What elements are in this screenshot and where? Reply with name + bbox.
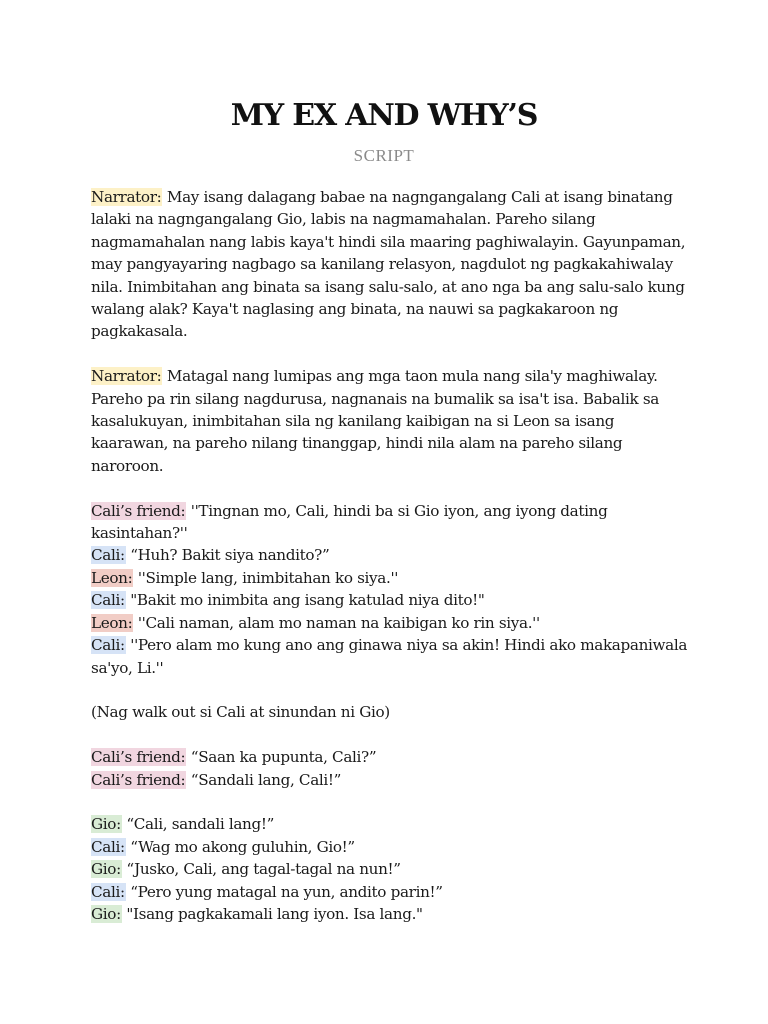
dialogue-text: “Huh? Bakit siya nandito?” xyxy=(125,546,330,565)
speaker-cali: Cali: xyxy=(91,636,125,655)
dialogue-line xyxy=(91,746,691,768)
speaker-calis-friend: Cali’s friend: xyxy=(91,501,186,520)
speaker-cali: Cali: xyxy=(91,882,125,901)
dialogue-line xyxy=(91,813,691,835)
dialogue-line xyxy=(91,589,691,611)
script-body xyxy=(91,186,691,925)
dialogue-text: “Saan ka pupunta, Cali?” xyxy=(186,748,377,767)
dialogue-line xyxy=(91,634,691,679)
speaker-calis-friend: Cali’s friend: xyxy=(91,748,186,767)
speaker-calis-friend: Cali’s friend: xyxy=(91,770,186,789)
narration-paragraph xyxy=(91,186,691,343)
narration-paragraph xyxy=(91,365,691,477)
spacer xyxy=(91,724,691,746)
speaker-narrator: Narrator: xyxy=(91,367,162,386)
dialogue-line xyxy=(91,903,691,925)
dialogue-line xyxy=(91,769,691,791)
dialogue-text: “Wag mo akong guluhin, Gio!” xyxy=(125,837,355,856)
page-title: MY EX AND WHY’S xyxy=(230,98,538,133)
dialogue-line xyxy=(91,858,691,880)
dialogue-text: ''Tingnan mo, Cali, hindi ba si Gio iyon, ang iyong dating kasintahan?'' xyxy=(91,501,608,543)
speaker-leon: Leon: xyxy=(91,613,133,632)
speaker-cali: Cali: xyxy=(91,837,125,856)
narration-text: May isang dalagang babae na nagngangalang Cali at isang binatang lalaki na nagngangalang Gio, labis na nagmamahalan. Pareho silang nagmamahalan nang labis kaya't hindi sila maaring paghiwalayin. Gayunpaman, may pangyayaring nagbago sa kanilang relasyon, nagdulot ng pagkakahiwalay nila. Inimbitahan ang binata sa isang salu-salo, at ano nga ba ang salu-salo kung walang alak? Kaya't naglasing ang binata, na nauwi sa pagkakaroon ng pagkakasala. xyxy=(91,188,686,341)
speaker-narrator: Narrator: xyxy=(91,188,162,206)
spacer xyxy=(91,791,691,813)
speaker-gio: Gio: xyxy=(91,904,121,923)
speaker-cali: Cali: xyxy=(91,591,125,610)
speaker-leon: Leon: xyxy=(91,568,133,587)
dialogue-text: “Jusko, Cali, ang tagal-tagal na nun!” xyxy=(121,860,401,879)
dialogue-text: ''Simple lang, inimbitahan ko siya.'' xyxy=(133,568,399,587)
spacer xyxy=(91,679,691,701)
dialogue-line xyxy=(91,567,691,589)
narration-text: Matagal nang lumipas ang mga taon mula nang sila'y maghiwalay. Pareho pa rin silang nagdurusa, nagnanais na bumalik sa isa't isa. Babalik sa kasalukuyan, inimbitahan sila ng kanilang kaibigan na si Leon sa isang kaarawan, na pareho nilang tinanggap, hindi nila alam na pareho silang naroroon. xyxy=(91,367,659,475)
speaker-cali: Cali: xyxy=(91,546,125,565)
dialogue-line xyxy=(91,881,691,903)
dialogue-line xyxy=(91,500,691,545)
dialogue-line xyxy=(91,612,691,634)
speaker-gio: Gio: xyxy=(91,860,121,879)
dialogue-text: “Pero yung matagal na yun, andito parin!” xyxy=(125,882,443,901)
dialogue-text: “Sandali lang, Cali!” xyxy=(186,770,342,789)
stage-direction: (Nag walk out si Cali at sinundan ni Gio) xyxy=(91,703,390,722)
dialogue-text: ''Pero alam mo kung ano ang ginawa niya sa akin! Hindi ako makapaniwala sa'yo, Li.'' xyxy=(91,636,688,677)
dialogue-text: "Isang pagkakamali lang iyon. Isa lang." xyxy=(121,904,423,923)
speaker-gio: Gio: xyxy=(91,815,121,834)
page-subtitle: SCRIPT xyxy=(353,146,415,165)
dialogue-text: “Cali, sandali lang!” xyxy=(121,815,275,834)
dialogue-text: "Bakit mo inimbita ang isang katulad niya dito!" xyxy=(125,591,485,610)
dialogue-line xyxy=(91,836,691,858)
dialogue-line xyxy=(91,544,691,566)
dialogue-text: ''Cali naman, alam mo naman na kaibigan ko rin siya.'' xyxy=(133,613,540,632)
